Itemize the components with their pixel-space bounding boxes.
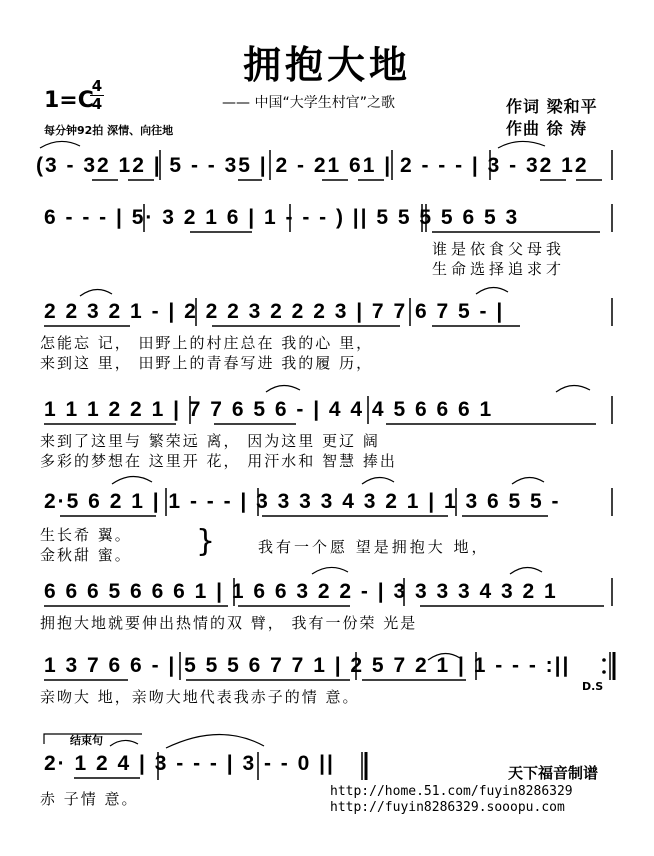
- lyric-line-7: 亲吻大 地，亲吻大地代表我赤子的情 意。: [40, 688, 360, 706]
- slur-mark: [498, 141, 545, 148]
- lyric-verse-1: 谁是依食父母我: [432, 240, 566, 258]
- score-line-2: 6 - - - | 5· 3 2 1 6 | 1 - - - ) || 5 5 5 5 6 5 3: [44, 206, 520, 229]
- slur-mark: [110, 740, 138, 746]
- slur-mark: [428, 653, 460, 660]
- url-link-1[interactable]: http://home.51.com/fuyin8286329: [330, 784, 573, 799]
- slur-mark: [312, 567, 348, 574]
- score-maker: 天下福音制谱: [508, 764, 599, 782]
- slur-mark: [476, 287, 508, 294]
- lyric-line-6: 拥抱大地就要伸出热情的双 臂， 我有一份荣 光是: [40, 614, 418, 632]
- repeat-dot: [602, 658, 606, 662]
- slur-mark: [40, 141, 80, 148]
- score-line-4: 1 1 1 2 2 1 | 7 7 6 5 6 - | 4 4 4 5 6 6 6 1: [44, 398, 494, 421]
- lyric-line-3a: 怎能忘 记， 田野上的村庄总在 我的心 里，: [40, 334, 374, 352]
- slur-mark: [512, 477, 544, 484]
- lyric-line-3b: 来到这 里， 田野上的青春写进 我的履 历，: [40, 354, 374, 372]
- score-line-8: 2· 1 2 4 | 3 - - - | 3 - - 0 ||: [44, 752, 335, 775]
- slur-mark: [166, 734, 264, 748]
- lyric-line-4b: 多彩的梦想在 这里开 花， 用汗水和 智慧 捧出: [40, 452, 397, 470]
- lyric-verse-2: 生命选择追求才: [432, 260, 566, 278]
- lyric-line-8: 赤 子情 意。: [40, 790, 139, 808]
- lyric-line-5a: 生长希 翼。: [40, 526, 132, 544]
- composer-credit: 作曲 徐 涛: [506, 119, 588, 138]
- slur-mark: [266, 385, 300, 392]
- score-line-7: 1 3 7 6 6 - | 5 5 5 6 7 7 1 | 2 5 7 2 1 | 1 - - - :||: [44, 654, 571, 677]
- slur-mark: [556, 385, 590, 392]
- slur-mark: [80, 289, 112, 296]
- time-bottom: 4: [91, 95, 103, 113]
- song-title: 拥抱大地: [242, 43, 411, 87]
- url-link-2[interactable]: http://fuyin8286329.sooopu.com: [330, 800, 565, 815]
- score-line-3: 2 2 3 2 1 - | 2 2 2 3 2 2 2 3 | 7 7 6 7 5 - |: [44, 300, 505, 323]
- ds-mark: D.S: [582, 680, 604, 693]
- lyric-line-5b: 金秋甜 蜜。: [40, 546, 132, 564]
- coda-label: 结束句: [70, 734, 103, 747]
- song-subtitle: —— 中国“大学生村官”之歌: [222, 95, 395, 111]
- score-line-6: 6 6 6 5 6 6 6 1 | 1 6 6 3 2 2 - | 3 3 3 3 4 3 2 1: [44, 580, 558, 603]
- score-line-1: (3 - 32 12 | 5 - - 35 | 2 - 21 61 | 2 - - - | 3 - 32 12: [36, 154, 589, 177]
- lyric-brace: }: [196, 524, 216, 559]
- lyricist-credit: 作词 梁和平: [506, 97, 598, 116]
- lyric-line-4a: 来到了这里与 繁荣远 离， 因为这里 更辽 阔: [40, 432, 380, 450]
- time-top: 4: [91, 77, 103, 95]
- score-line-5: 2·5 6 2 1 | 1 - - - | 3 3 3 3 4 3 2 1 | 1 3 6 5 5 -: [44, 490, 561, 513]
- lyric-line-5c: 我有一个愿 望是拥抱大 地，: [258, 538, 490, 556]
- tempo-marking: 每分钟92拍 深情、向往地: [44, 124, 174, 137]
- slur-mark: [510, 567, 542, 574]
- coda-bracket: [44, 734, 142, 744]
- key-signature: 1=C: [44, 88, 94, 113]
- repeat-dot: [602, 670, 606, 674]
- slur-mark: [362, 477, 394, 484]
- slur-mark: [112, 476, 152, 484]
